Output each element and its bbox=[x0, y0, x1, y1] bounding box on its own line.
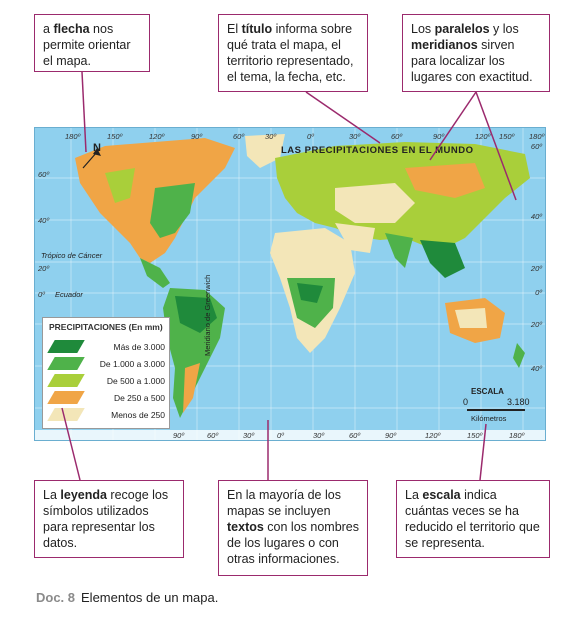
bottom-longitude-label: 120º bbox=[425, 431, 441, 440]
bottom-longitude-label: 90º bbox=[385, 431, 397, 440]
map-title: LAS PRECIPITACIONES EN EL MUNDO bbox=[281, 145, 474, 156]
legend-label: Menos de 250 bbox=[111, 410, 165, 420]
tropic-label: Trópico de Cáncer bbox=[41, 251, 103, 260]
doc-number: Doc. 8 bbox=[36, 590, 76, 605]
callout-legend-lead: La bbox=[43, 488, 61, 502]
legend-swatch bbox=[47, 340, 85, 353]
callout-scale-keyword: escala bbox=[422, 488, 461, 502]
top-longitude-label: 180º bbox=[65, 132, 81, 141]
top-longitude-label: 90º bbox=[191, 132, 203, 141]
top-longitude-row bbox=[35, 132, 546, 142]
right-latitude-label: 40º bbox=[530, 212, 542, 221]
bottom-longitude-row bbox=[35, 431, 546, 441]
callout-texts bbox=[218, 480, 368, 576]
callout-arrow-keyword: flecha bbox=[53, 22, 90, 36]
callout-texts-lead: En la mayoría de los mapas se incluyen bbox=[227, 488, 341, 518]
callout-arrow-tail: nos permite orientar el mapa. bbox=[43, 22, 131, 68]
equator-label: Ecuador bbox=[55, 290, 83, 299]
callout-grid-keyword-2: meridianos bbox=[411, 38, 478, 52]
top-longitude-label: 60º bbox=[391, 132, 403, 141]
legend-label: De 1.000 a 3.000 bbox=[99, 359, 165, 369]
top-longitude-label: 30º bbox=[349, 132, 361, 141]
scale-start: 0 bbox=[463, 397, 469, 407]
top-longitude-label: 150º bbox=[499, 132, 515, 141]
right-latitude-label: 0º bbox=[535, 288, 542, 297]
callout-grid-mid: y los bbox=[489, 22, 519, 36]
legend-label: De 500 a 1.000 bbox=[106, 376, 165, 386]
right-latitude-label: 60º bbox=[530, 142, 542, 151]
bottom-longitude-label: 60º bbox=[207, 431, 219, 440]
bottom-longitude-label: 30º bbox=[243, 431, 255, 440]
scale-bar bbox=[459, 385, 539, 425]
callout-title-lead: El bbox=[227, 22, 242, 36]
callout-scale-tail: indica cuántas veces se ha reducido el territorio que se representa. bbox=[405, 488, 540, 550]
legend-label: Más de 3.000 bbox=[113, 342, 165, 352]
document-caption bbox=[36, 590, 218, 605]
right-latitude-label: 20º bbox=[530, 264, 542, 273]
top-longitude-label: 0º bbox=[307, 132, 314, 141]
india bbox=[385, 233, 413, 268]
scale-line bbox=[467, 409, 525, 411]
top-longitude-label: 150º bbox=[107, 132, 123, 141]
north-america-green bbox=[150, 183, 195, 238]
callout-grid-lead: Los bbox=[411, 22, 435, 36]
left-latitude-label: 60º bbox=[38, 170, 50, 179]
scale-unit: Kilómetros bbox=[471, 414, 507, 423]
scale-label: ESCALA bbox=[471, 387, 504, 396]
callout-arrow-lead: a bbox=[43, 22, 54, 36]
bottom-longitude-label: 180º bbox=[509, 431, 525, 440]
australia-desert bbox=[455, 308, 487, 328]
left-latitude-label: 0º bbox=[38, 290, 45, 299]
top-longitude-label: 90º bbox=[433, 132, 445, 141]
callout-texts-tail: con los nombres de los lugares o con otras informaciones. bbox=[227, 520, 360, 566]
north-label: N bbox=[93, 142, 101, 154]
callout-grid-tail: sirven para localizar los lugares con exactitud. bbox=[411, 38, 533, 84]
top-longitude-label: 60º bbox=[233, 132, 245, 141]
top-longitude-label: 180º bbox=[529, 132, 545, 141]
bottom-longitude-label: 150º bbox=[467, 431, 483, 440]
bottom-longitude-label: 0º bbox=[277, 431, 284, 440]
right-latitude-label: 40º bbox=[530, 364, 542, 373]
callout-grid-keyword-1: paralelos bbox=[434, 22, 490, 36]
precipitation-legend bbox=[42, 317, 170, 429]
top-longitude-label: 120º bbox=[475, 132, 491, 141]
legend-swatch bbox=[47, 408, 85, 421]
legend-title: PRECIPITACIONES (En mm) bbox=[49, 322, 163, 332]
top-longitude-label: 30º bbox=[265, 132, 277, 141]
callout-scale bbox=[396, 480, 550, 558]
callout-legend-keyword: leyenda bbox=[60, 488, 107, 502]
callout-legend bbox=[34, 480, 184, 558]
callout-title bbox=[218, 14, 368, 92]
legend-swatch bbox=[47, 391, 85, 404]
legend-swatch bbox=[47, 357, 85, 370]
legend-swatch bbox=[47, 374, 85, 387]
south-america-dry bbox=[183, 363, 200, 413]
scale-end: 3.180 bbox=[507, 397, 530, 407]
left-latitude-label: 20º bbox=[38, 264, 50, 273]
right-latitude-label: 20º bbox=[530, 320, 542, 329]
callout-texts-keyword: textos bbox=[227, 520, 264, 534]
callout-scale-lead: La bbox=[405, 488, 423, 502]
callout-title-tail: informa sobre qué trata el mapa, el territorio representado, el tema, la fecha, etc. bbox=[227, 22, 354, 84]
greenwich-label: Meridiano de Greenwich bbox=[203, 274, 212, 356]
top-longitude-label: 120º bbox=[149, 132, 165, 141]
bottom-longitude-label: 30º bbox=[313, 431, 325, 440]
callout-legend-tail: recoge los símbolos utilizados para representar los datos. bbox=[43, 488, 169, 550]
caption-text: Elementos de un mapa. bbox=[81, 590, 219, 605]
bottom-longitude-label: 60º bbox=[349, 431, 361, 440]
callout-arrow bbox=[34, 14, 150, 72]
bottom-longitude-label: 90º bbox=[173, 431, 185, 440]
left-latitude-label: 40º bbox=[38, 216, 50, 225]
callout-grid bbox=[402, 14, 550, 92]
legend-label: De 250 a 500 bbox=[113, 393, 165, 403]
southeast-asia bbox=[420, 240, 465, 278]
callout-title-keyword: título bbox=[241, 22, 273, 36]
